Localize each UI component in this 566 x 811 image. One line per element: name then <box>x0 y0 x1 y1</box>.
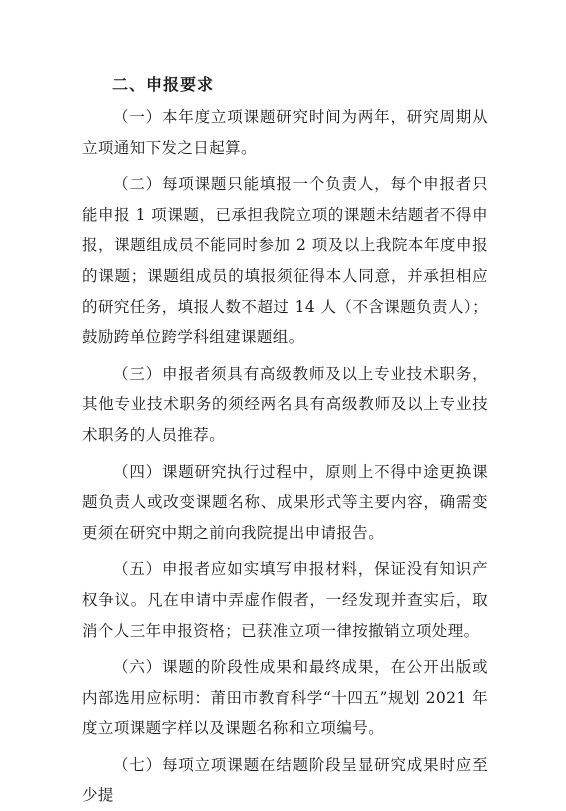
paragraph-2: （二）每项课题只能填报一个负责人，每个申报者只能申报 1 项课题，已承担我院立项的课题未结题者不得申报，课题组成员不能同时参加 2 项及以上我院本年度申报的课题；课题组成员的填报须征得本人同意，并承担相应的研究任务，填报人数不超过 14 人（不含课题负责人）；鼓励跨单位跨学科组建课题组。 <box>82 175 488 347</box>
paragraph-5: （五）申报者应如实填写申报材料，保证没有知识产权争议。凡在申请中弄虚作假者，一经发现并查实后，取消个人三年申报资格；已获准立项一律按撤销立项处理。 <box>82 560 488 640</box>
section-title: 二、申报要求 <box>112 75 215 94</box>
paragraph-6: （六）课题的阶段性成果和最终成果，在公开出版或内部选用应标明：莆田市教育科学“十四五”规划 2021 年度立项课题字样以及课题名称和立项编号。 <box>82 658 488 738</box>
paragraph-4: （四）课题研究执行过程中，原则上不得中途更换课题负责人或改变课题名称、成果形式等主要内容，确需变更须在研究中期之前向我院提出申请报告。 <box>82 462 488 542</box>
paragraph-7: （七）每项立项课题在结题阶段呈显研究成果时应至少提 <box>82 755 488 805</box>
paragraph-1: （一）本年度立项课题研究时间为两年，研究周期从立项通知下发之日起算。 <box>82 108 488 157</box>
paragraph-3: （三）申报者须具有高级教师及以上专业技术职务，其他专业技术职务的须经两名具有高级教师及以上专业技术职务的人员推荐。 <box>82 364 488 444</box>
